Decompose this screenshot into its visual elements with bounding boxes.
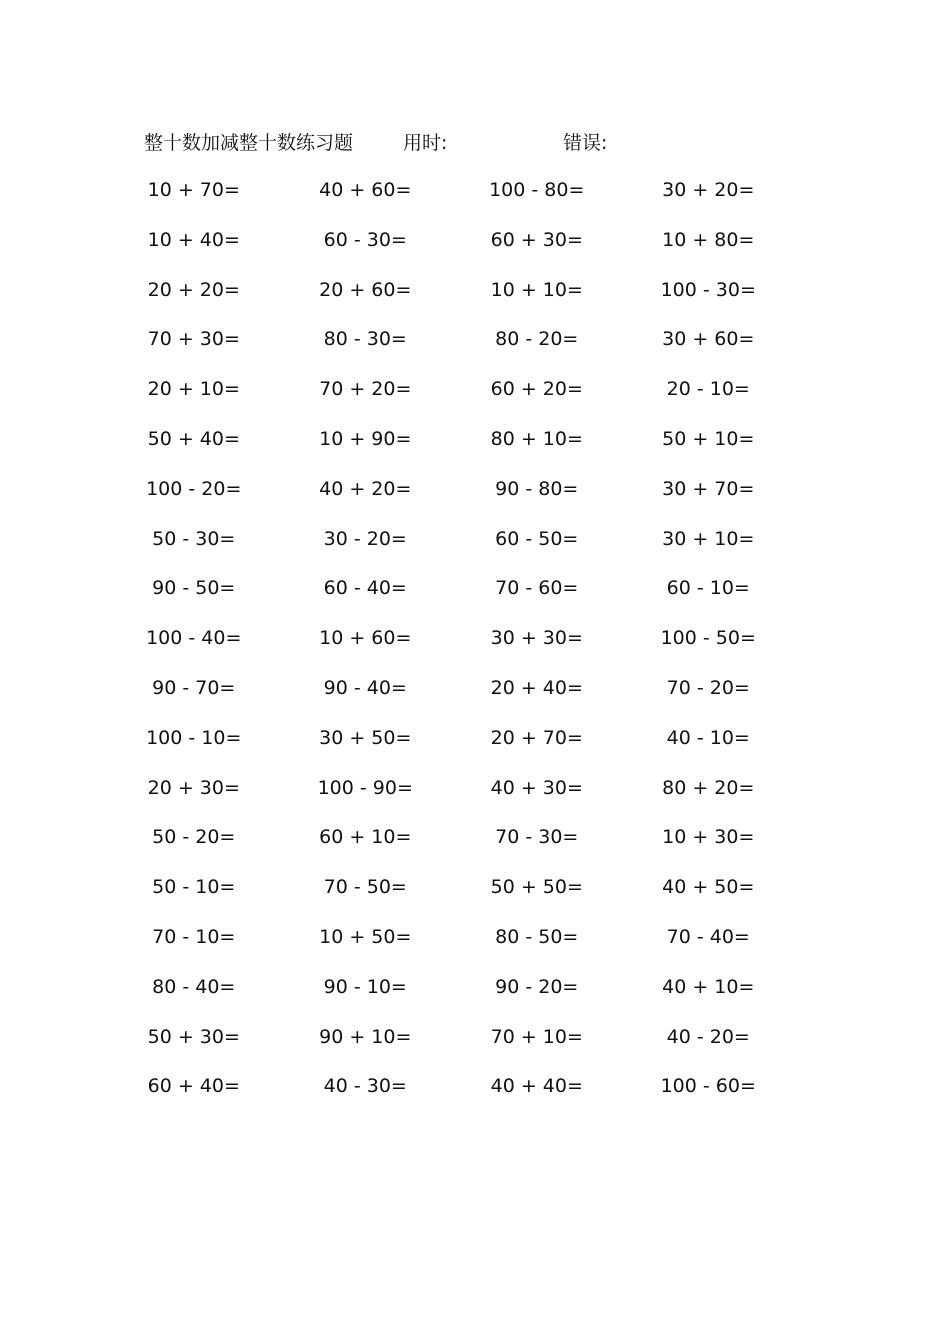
problem-row xyxy=(108,723,794,773)
problem-row xyxy=(108,773,794,823)
problem-item: 80 + 10= xyxy=(490,427,583,450)
problem-item: 80 - 30= xyxy=(323,328,407,351)
problem-item: 40 - 30= xyxy=(323,1075,407,1098)
problem-row xyxy=(108,225,794,275)
problem-item: 10 + 30= xyxy=(662,826,755,849)
problem-item: 30 + 60= xyxy=(662,328,755,351)
problem-item: 20 + 30= xyxy=(147,776,240,799)
problem-item: 70 + 20= xyxy=(319,378,412,401)
problem-item: 50 + 10= xyxy=(662,427,755,450)
worksheet-title: 整十数加减整十数练习题 xyxy=(144,132,354,154)
problem-row xyxy=(108,972,794,1022)
problem-row xyxy=(108,524,794,574)
problem-item: 70 - 60= xyxy=(495,577,579,600)
problem-row xyxy=(108,872,794,922)
problem-item: 10 + 60= xyxy=(319,627,412,650)
problem-row xyxy=(108,573,794,623)
problem-item: 50 - 10= xyxy=(152,876,236,899)
problem-grid xyxy=(108,175,794,1121)
error-label: 错误: xyxy=(563,132,608,154)
problem-row xyxy=(108,922,794,972)
problem-row xyxy=(108,474,794,524)
problem-item: 10 + 50= xyxy=(319,925,412,948)
problem-item: 90 - 20= xyxy=(495,975,579,998)
problem-row xyxy=(108,175,794,225)
problem-item: 90 - 50= xyxy=(152,577,236,600)
problem-item: 10 + 40= xyxy=(147,228,240,251)
problem-item: 50 + 40= xyxy=(147,427,240,450)
problem-item: 100 - 30= xyxy=(660,278,756,301)
problem-item: 100 - 80= xyxy=(489,179,585,201)
problem-item: 30 - 20= xyxy=(323,527,407,550)
problem-item: 30 + 70= xyxy=(662,477,755,500)
problem-item: 90 - 80= xyxy=(495,477,579,500)
problem-row xyxy=(108,324,794,374)
problem-item: 20 + 70= xyxy=(490,726,583,749)
problem-item: 60 + 40= xyxy=(147,1075,240,1098)
problem-item: 60 + 30= xyxy=(490,228,583,251)
problem-item: 70 - 50= xyxy=(323,876,407,899)
problem-item: 40 + 20= xyxy=(319,477,412,500)
problem-item: 10 + 90= xyxy=(319,427,412,450)
problem-item: 80 - 40= xyxy=(152,975,236,998)
problem-item: 100 - 60= xyxy=(660,1075,756,1098)
problem-item: 80 - 50= xyxy=(495,925,579,948)
problem-item: 40 + 60= xyxy=(319,179,412,201)
problem-row xyxy=(108,623,794,673)
problem-item: 60 - 10= xyxy=(666,577,750,600)
problem-item: 60 - 30= xyxy=(323,228,407,251)
problem-item: 20 + 10= xyxy=(147,378,240,401)
problem-item: 70 + 30= xyxy=(147,328,240,351)
problem-row xyxy=(108,822,794,872)
problem-item: 20 + 60= xyxy=(319,278,412,301)
problem-row xyxy=(108,1071,794,1121)
problem-item: 10 + 80= xyxy=(662,228,755,251)
problem-item: 100 - 10= xyxy=(146,726,242,749)
problem-item: 40 + 40= xyxy=(490,1075,583,1098)
problem-item: 50 + 50= xyxy=(490,876,583,899)
problem-row xyxy=(108,1022,794,1072)
problem-item: 40 - 20= xyxy=(666,1025,750,1048)
problem-item: 70 - 20= xyxy=(666,676,750,699)
problem-item: 20 - 10= xyxy=(666,378,750,401)
problem-row xyxy=(108,424,794,474)
problem-item: 50 - 30= xyxy=(152,527,236,550)
problem-item: 40 + 10= xyxy=(662,975,755,998)
problem-item: 20 + 40= xyxy=(490,676,583,699)
problem-item: 100 - 20= xyxy=(146,477,242,500)
problem-item: 100 - 50= xyxy=(660,627,756,650)
problem-item: 20 + 20= xyxy=(147,278,240,301)
problem-item: 40 + 50= xyxy=(662,876,755,899)
problem-item: 60 + 10= xyxy=(319,826,412,849)
problem-item: 30 + 50= xyxy=(319,726,412,749)
problem-item: 30 + 20= xyxy=(662,179,755,201)
problem-item: 90 + 10= xyxy=(319,1025,412,1048)
time-label: 用时: xyxy=(403,132,448,154)
problem-item: 40 + 30= xyxy=(490,776,583,799)
problem-row xyxy=(108,673,794,723)
problem-item: 10 + 70= xyxy=(147,179,240,201)
problem-item: 90 - 40= xyxy=(323,676,407,699)
worksheet-header xyxy=(0,128,950,158)
problem-item: 70 + 10= xyxy=(490,1025,583,1048)
problem-item: 10 + 10= xyxy=(490,278,583,301)
problem-item: 60 + 20= xyxy=(490,378,583,401)
problem-item: 100 - 90= xyxy=(317,776,413,799)
problem-item: 70 - 40= xyxy=(666,925,750,948)
problem-item: 50 + 30= xyxy=(147,1025,240,1048)
problem-row xyxy=(108,275,794,325)
problem-item: 70 - 30= xyxy=(495,826,579,849)
problem-item: 60 - 40= xyxy=(323,577,407,600)
problem-item: 100 - 40= xyxy=(146,627,242,650)
problem-item: 80 + 20= xyxy=(662,776,755,799)
problem-item: 70 - 10= xyxy=(152,925,236,948)
problem-item: 90 - 70= xyxy=(152,676,236,699)
problem-item: 80 - 20= xyxy=(495,328,579,351)
problem-item: 30 + 10= xyxy=(662,527,755,550)
problem-item: 40 - 10= xyxy=(666,726,750,749)
problem-row xyxy=(108,374,794,424)
problem-item: 60 - 50= xyxy=(495,527,579,550)
problem-item: 50 - 20= xyxy=(152,826,236,849)
problem-item: 90 - 10= xyxy=(323,975,407,998)
problem-item: 30 + 30= xyxy=(490,627,583,650)
